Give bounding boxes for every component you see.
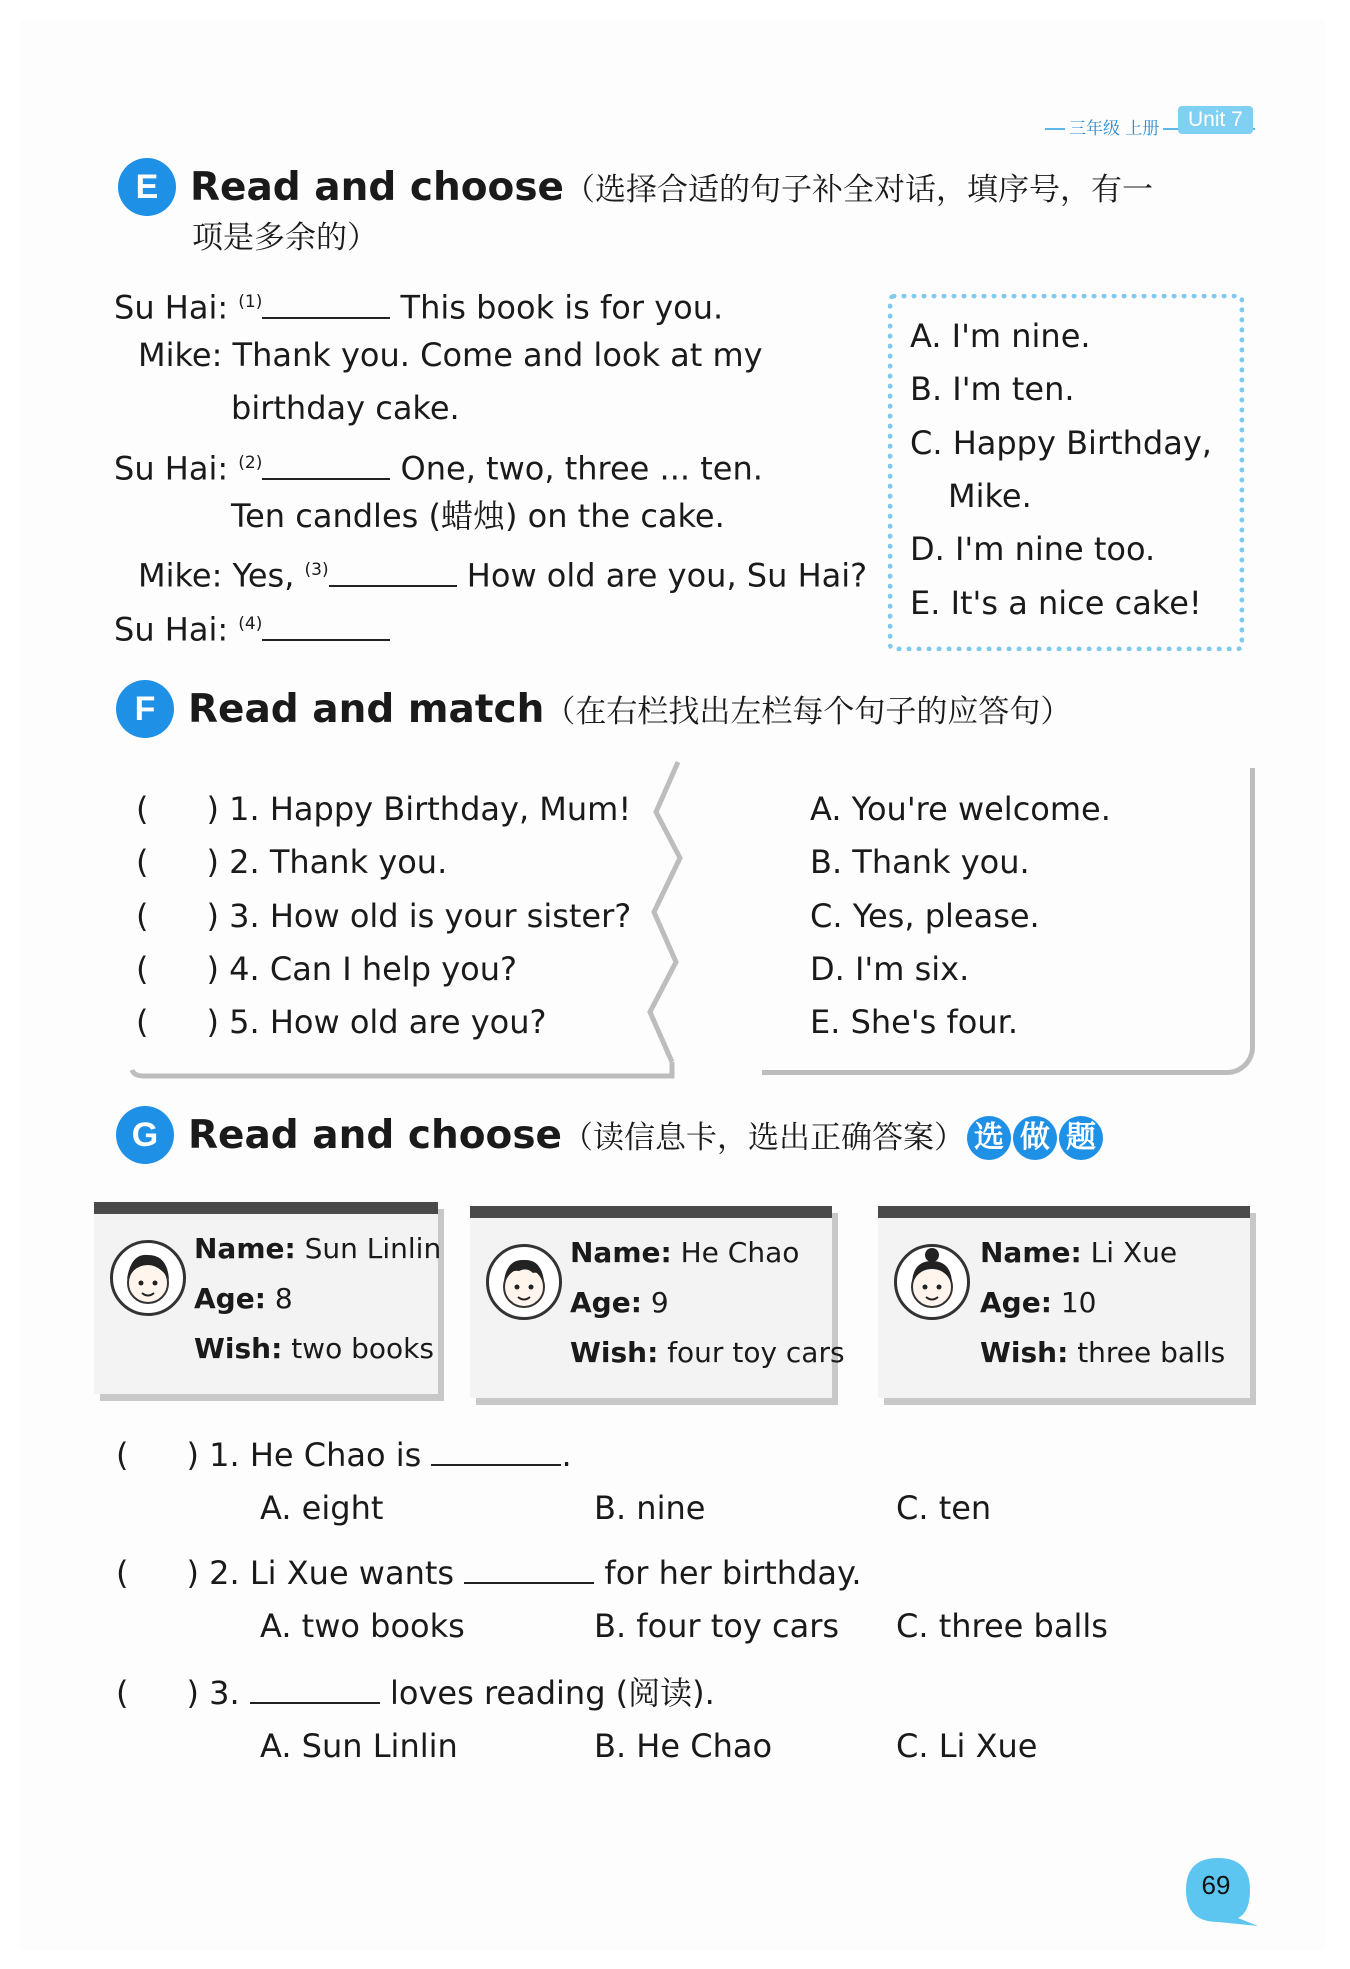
boy-avatar-icon [486, 1244, 562, 1320]
option-e: E. It's a nice cake! [910, 584, 1202, 622]
answer-paren[interactable]: ( [136, 843, 149, 881]
item-text: 2. Thank you. [229, 843, 448, 881]
q3-option-b: B. He Chao [594, 1727, 773, 1765]
q2-option-a: A. two books [260, 1607, 465, 1645]
section-e-title-text: Read and choose [190, 165, 565, 210]
q1-option-c: C. ten [896, 1489, 992, 1527]
line-text: One, two, three ... ten. [400, 449, 763, 488]
card-name: Name: Sun Linlin [194, 1232, 442, 1265]
option-c-continued: Mike. [948, 477, 1032, 515]
card-age: Age: 10 [980, 1286, 1097, 1319]
line-text: How old are you, Su Hai? [466, 556, 868, 595]
response-b: B. Thank you. [810, 843, 1030, 881]
answer-paren: ) [206, 843, 219, 881]
section-g-badge: G [116, 1106, 174, 1164]
dialogue-line-3: birthday cake. [231, 389, 460, 427]
section-e-badge: E [118, 158, 176, 216]
girl-avatar-icon [110, 1240, 186, 1316]
match-item-4 [136, 949, 517, 989]
question-3: ( ) 3. loves reading (阅读). [116, 1674, 715, 1712]
item-text: 4. Can I help you? [229, 950, 517, 988]
tag-ti: 题 [1059, 1116, 1103, 1160]
answer-paren[interactable]: ( [136, 897, 149, 935]
speaker: Su Hai: [114, 288, 229, 327]
dialogue-line-5: Ten candles (蜡烛) on the cake. [231, 497, 725, 535]
question-stem: 3. [209, 1674, 240, 1712]
card-wish: Wish: two books [194, 1332, 434, 1365]
q2-option-c: C. three balls [896, 1607, 1108, 1645]
question-stem: 1. He Chao is [209, 1436, 422, 1474]
q1-option-a: A. eight [260, 1489, 384, 1527]
section-g-subtitle: （读信息卡，选出正确答案） [562, 1120, 966, 1156]
item-text: 1. Happy Birthday, Mum! [229, 790, 632, 828]
answer-paren: ) [206, 897, 219, 935]
question-blank[interactable] [250, 1672, 380, 1704]
dialogue-line-4 [114, 443, 763, 489]
answer-paren: ) [206, 1003, 219, 1041]
response-c: C. Yes, please. [810, 897, 1040, 935]
answer-paren[interactable]: ( [116, 1436, 129, 1474]
response-e: E. She's four. [810, 1003, 1018, 1041]
line-text: Thank you. Come and look at my [232, 336, 763, 374]
option-a: A. I'm nine. [910, 317, 1091, 355]
speaker: Mike: [138, 556, 223, 595]
item-text: 5. How old are you? [229, 1003, 547, 1041]
header-unit: Unit 7 [1178, 106, 1253, 134]
answer-blank-2[interactable] [262, 448, 390, 480]
answer-paren: ) [206, 790, 219, 828]
card-age: Age: 8 [194, 1282, 293, 1315]
question-2: ( ) 2. Li Xue wants for her birthday. [116, 1554, 862, 1592]
answer-blank-3[interactable] [329, 555, 457, 587]
question-blank[interactable] [464, 1552, 594, 1584]
dialogue-line-2 [138, 335, 763, 375]
section-e-title [190, 164, 1153, 210]
response-a: A. You're welcome. [810, 790, 1111, 828]
section-e-subtitle-2: 项是多余的） [192, 220, 378, 256]
q3-option-a: A. Sun Linlin [260, 1727, 458, 1765]
answer-blank-4[interactable] [262, 609, 390, 641]
answer-paren[interactable]: ( [116, 1674, 129, 1712]
info-card-he-chao [470, 1206, 845, 1398]
speaker: Mike: [138, 336, 223, 374]
answer-blank-1[interactable] [262, 287, 390, 319]
answer-paren[interactable]: ( [136, 1003, 149, 1041]
header-grade: 三年级 上册 [1065, 114, 1163, 139]
girl-bun-avatar-icon [894, 1244, 970, 1320]
info-card-li-xue [878, 1206, 1250, 1398]
section-f-subtitle: （在右栏找出左栏每个句子的应答句） [544, 694, 1072, 730]
section-e-subtitle-1: （选择合适的句子补全对话，填序号，有一 [564, 172, 1154, 208]
section-f-title [188, 686, 1071, 732]
match-item-1 [136, 789, 631, 829]
q1-option-b: B. nine [594, 1489, 706, 1527]
answer-paren: ) [206, 950, 219, 988]
blank-number: (4) [238, 614, 263, 634]
section-g-title-text: Read and choose [188, 1113, 563, 1158]
card-wish: Wish: three balls [980, 1336, 1226, 1369]
blank-number: (2) [238, 453, 263, 473]
speaker: Su Hai: [114, 449, 229, 488]
q2-option-b: B. four toy cars [594, 1607, 840, 1645]
card-wish: Wish: four toy cars [570, 1336, 845, 1369]
speaker: Su Hai: [114, 610, 229, 649]
match-item-2 [136, 842, 447, 882]
line-text: This book is for you. [400, 288, 724, 327]
dialogue-line-6 [138, 550, 867, 596]
page-number: 69 [1178, 1850, 1258, 1930]
item-text: 3. How old is your sister? [229, 897, 632, 935]
question-stem: 2. Li Xue wants [209, 1554, 455, 1592]
option-c: C. Happy Birthday, [910, 424, 1212, 462]
response-d: D. I'm six. [810, 950, 970, 988]
tag-xuan: 选 [967, 1116, 1011, 1160]
answer-paren[interactable]: ( [136, 950, 149, 988]
blank-number: (3) [304, 560, 329, 580]
option-d: D. I'm nine too. [910, 530, 1156, 568]
match-item-5 [136, 1002, 546, 1042]
section-f-badge: F [116, 680, 174, 738]
dialogue-line-7 [114, 604, 390, 650]
card-name: Name: Li Xue [980, 1236, 1178, 1269]
section-g-title [188, 1112, 1103, 1160]
match-item-3 [136, 896, 631, 936]
info-card-sun-linlin [94, 1202, 442, 1394]
line-text: Yes, [232, 556, 295, 595]
question-1: ( ) 1. He Chao is . [116, 1436, 572, 1474]
q3-option-c: C. Li Xue [896, 1727, 1038, 1765]
question-blank[interactable] [431, 1434, 561, 1466]
dialogue-line-1 [114, 282, 723, 328]
card-age: Age: 9 [570, 1286, 669, 1319]
workbook-page [20, 20, 1325, 1950]
blank-number: (1) [238, 292, 263, 312]
option-b: B. I'm ten. [910, 370, 1075, 408]
tag-zuo: 做 [1013, 1116, 1057, 1160]
section-f-title-text: Read and match [188, 687, 545, 732]
answer-paren[interactable]: ( [136, 790, 149, 828]
answer-paren[interactable]: ( [116, 1554, 129, 1592]
card-name: Name: He Chao [570, 1236, 800, 1269]
